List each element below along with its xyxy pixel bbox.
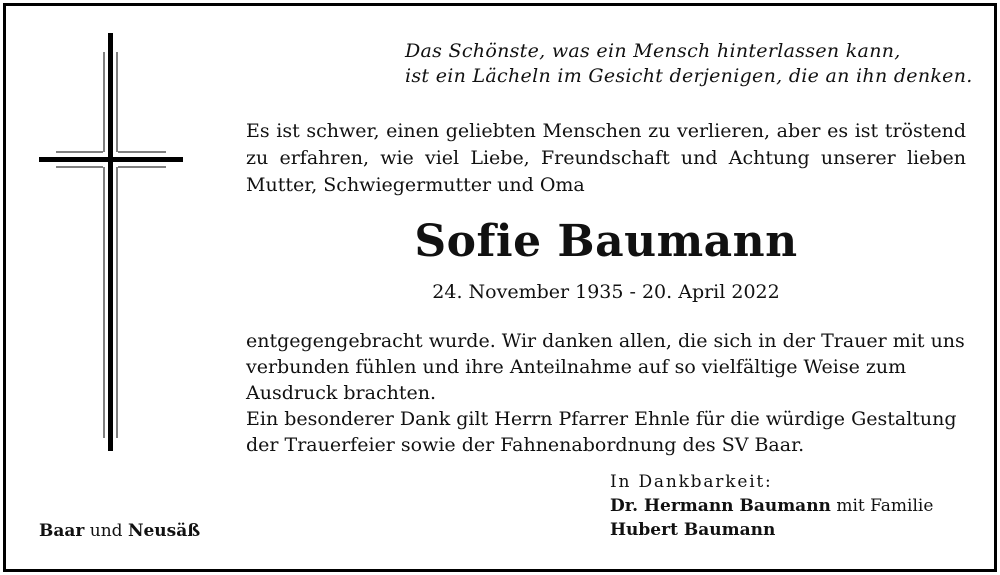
thanks-line: Ausdruck brachten.: [246, 382, 436, 404]
deceased-name: Sofie Baumann: [414, 216, 798, 267]
thanks-line: entgegengebracht wurde. Wir danken allen, die sich in der Trauer mit uns: [246, 330, 965, 352]
signature-block: [610, 470, 933, 542]
location-place-2: Neusäß: [127, 521, 201, 541]
signer-1-suffix: mit Familie: [836, 496, 934, 516]
location-place-1: Baar: [39, 521, 85, 541]
opening-quote: [405, 39, 973, 89]
signer-1-name: Dr. Hermann Baumann: [610, 496, 831, 516]
quote-line-2: ist ein Lächeln im Gesicht derjenigen, die an ihn denken.: [405, 65, 973, 87]
signer-1: [610, 494, 933, 518]
signer-2-name: Hubert Baumann: [610, 520, 776, 540]
thanks-line: verbunden fühlen und ihre Anteilnahme auf so vielfältige Weise zum: [246, 356, 907, 378]
location-connector: und: [89, 521, 123, 541]
signature-intro: In Dankbarkeit:: [610, 472, 773, 492]
special-thanks-line: Ein besonderer Dank gilt Herrn Pfarrer Ehnle für die würdige Gestaltung: [246, 408, 957, 430]
thanks-text: [246, 328, 966, 458]
intro-text: Es ist schwer, einen geliebten Menschen zu verlieren, aber es ist tröstend zu erfahren, wie viel Liebe, Freundschaft und Achtung unserer lieben Mutter, Schwiegermutter und Oma: [246, 120, 966, 196]
life-dates: 24. November 1935 - 20. April 2022: [432, 281, 780, 303]
quote-line-1: Das Schönste, was ein Mensch hinterlassen kann,: [405, 40, 901, 62]
special-thanks-line: der Trauerfeier sowie der Fahnenabordnung des SV Baar.: [246, 434, 805, 456]
location: [39, 519, 200, 543]
